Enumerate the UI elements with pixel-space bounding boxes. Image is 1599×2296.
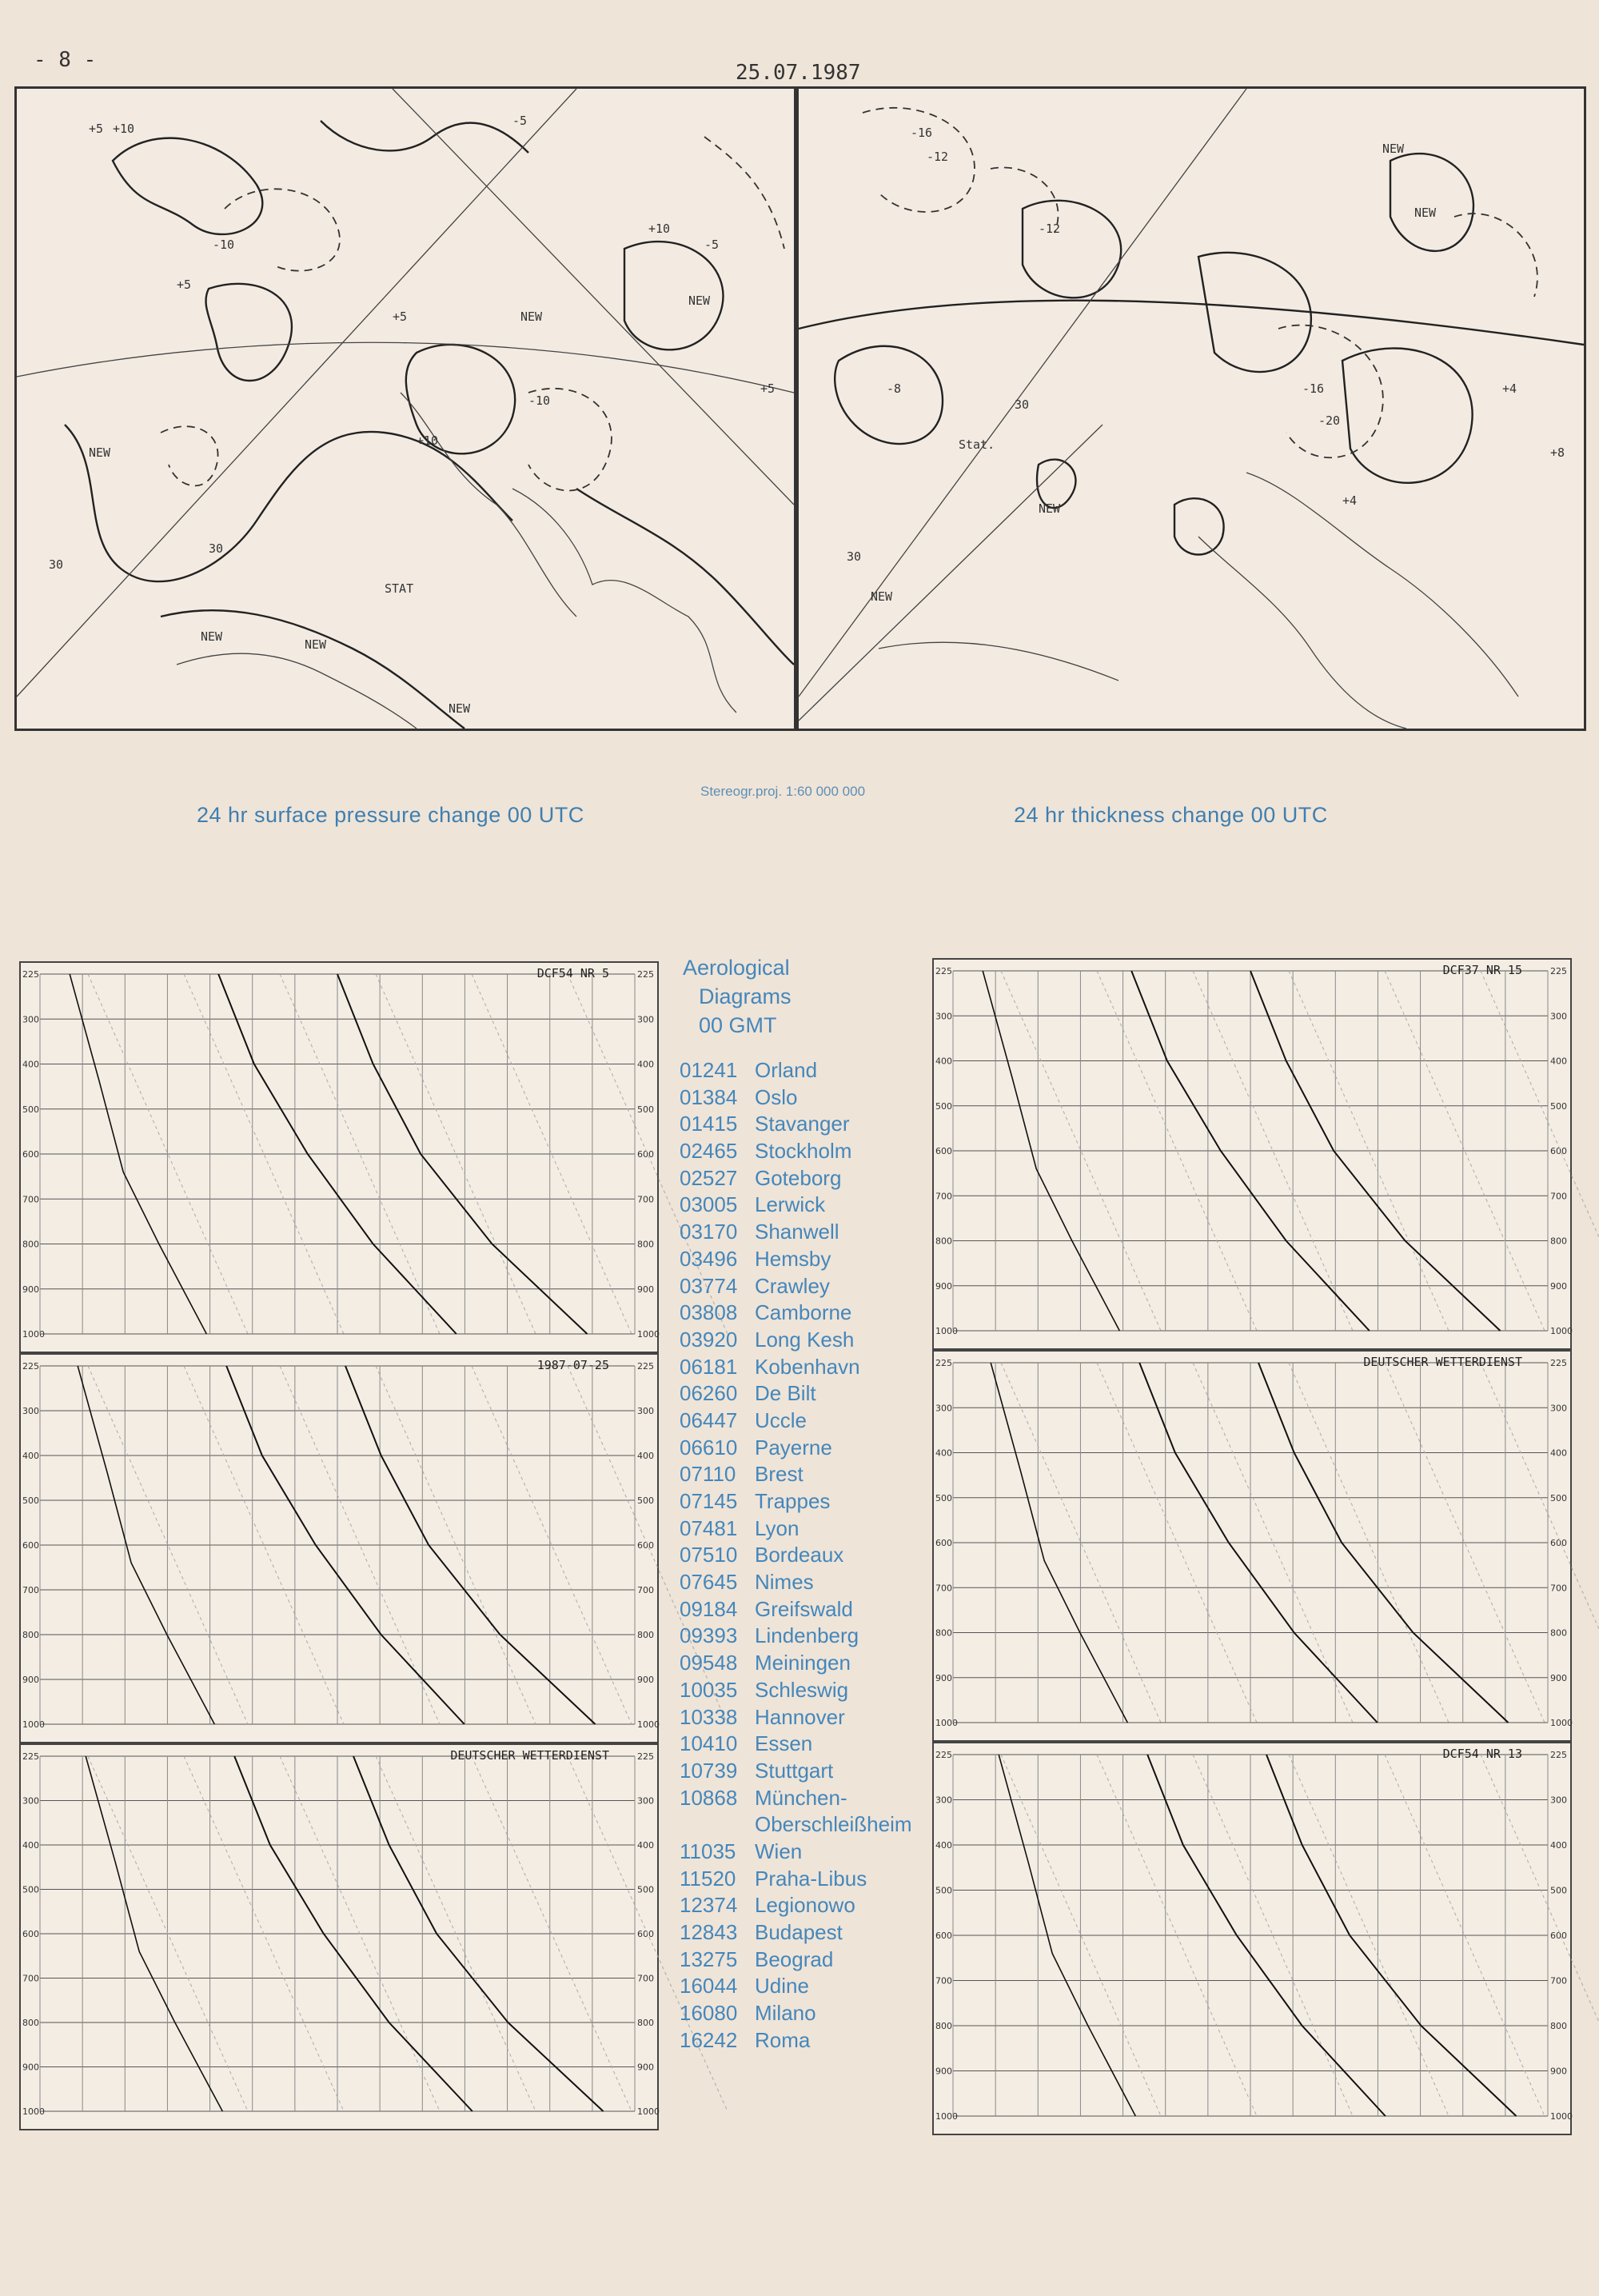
station-name: Meiningen (755, 1651, 851, 1675)
station-row (680, 1273, 967, 1300)
station-row (680, 1596, 967, 1623)
pressure-level-label: 600 (935, 1538, 952, 1548)
station-name: Lyon (755, 1515, 800, 1540)
svg-text:STAT: STAT (385, 581, 414, 596)
station-row (680, 1461, 967, 1488)
pressure-level-label: 400 (935, 1840, 952, 1851)
pressure-level-label: 400 (637, 1059, 654, 1070)
svg-text:+8: +8 (1550, 445, 1565, 460)
station-row (680, 1839, 967, 1866)
station-name: Uccle (755, 1408, 807, 1432)
station-name: Brest (755, 1462, 803, 1487)
station-row (680, 1408, 967, 1435)
pressure-level-label: 300 (1550, 1795, 1567, 1806)
svg-text:+5: +5 (760, 381, 776, 396)
pressure-level-label: 900 (935, 1280, 952, 1292)
station-row (680, 1542, 967, 1569)
pressure-level-label: 400 (637, 1840, 654, 1851)
station-row (680, 1650, 967, 1677)
station-code: 16242 (680, 2027, 738, 2052)
pressure-level-label: 600 (1550, 1146, 1567, 1156)
diagram-3-tag: DEUTSCHER WETTERDIENST (450, 1748, 609, 1763)
station-code: 01384 (680, 1084, 738, 1109)
pressure-level-label: 400 (935, 1056, 952, 1067)
station-code: 09393 (680, 1623, 738, 1648)
aerological-diagram-2 (19, 1353, 659, 1743)
station-name: Greifswald (755, 1596, 853, 1621)
station-row (680, 1569, 967, 1596)
svg-text:30: 30 (1015, 397, 1030, 412)
pressure-level-label: 225 (935, 1358, 952, 1368)
pressure-level-label: 500 (1550, 1100, 1567, 1112)
station-name: Essen (755, 1731, 813, 1756)
pressure-level-label: 225 (22, 969, 39, 980)
station-row (680, 1811, 967, 1839)
station-name: Stockholm (755, 1139, 852, 1164)
pressure-level-label: 1000 (22, 1329, 45, 1340)
pressure-level-label: 225 (935, 1750, 952, 1760)
pressure-level-label: 800 (1550, 2021, 1567, 2031)
surface-pressure-map-graphic (17, 89, 794, 729)
station-row (680, 1327, 967, 1354)
station-row (680, 1246, 967, 1273)
pressure-level-label: 700 (935, 1583, 952, 1594)
pressure-level-label: 800 (637, 1630, 654, 1640)
aerological-title-line1: Aerological (683, 956, 790, 980)
diagram-4-tag: DCF37 NR 15 (1442, 963, 1522, 977)
pressure-level-label: 1000 (935, 1718, 958, 1728)
station-name: Crawley (755, 1273, 830, 1298)
svg-text:NEW: NEW (89, 445, 111, 460)
pressure-level-label: 500 (637, 1495, 654, 1506)
pressure-level-label: 600 (935, 1931, 952, 1941)
station-row (680, 1866, 967, 1893)
pressure-level-label: 225 (1550, 966, 1567, 976)
diagram-2-graphic (21, 1355, 660, 1742)
station-row (680, 2000, 967, 2027)
thickness-map-graphic (799, 89, 1584, 729)
pressure-level-label: 600 (935, 1146, 952, 1156)
pressure-level-label: 800 (22, 1239, 39, 1250)
pressure-level-label: 600 (1550, 1538, 1567, 1548)
pressure-level-label: 1000 (1550, 2111, 1573, 2122)
svg-text:NEW: NEW (1382, 142, 1405, 156)
pressure-level-label: 800 (935, 1236, 952, 1247)
aerological-diagram-3 (19, 1743, 659, 2130)
pressure-level-label: 300 (22, 1795, 39, 1807)
svg-text:NEW: NEW (688, 293, 711, 308)
diagram-1-graphic (21, 963, 660, 1352)
pressure-level-label: 800 (637, 2018, 654, 2028)
station-name: Oslo (755, 1084, 798, 1109)
station-name: Payerne (755, 1435, 832, 1459)
aerological-diagram-1 (19, 961, 659, 1353)
pressure-level-label: 300 (22, 1406, 39, 1416)
aerological-title (680, 953, 967, 1040)
pressure-level-label: 600 (22, 1540, 39, 1551)
pressure-level-label: 300 (637, 1406, 654, 1416)
svg-text:-20: -20 (1318, 413, 1341, 428)
station-code: 06181 (680, 1354, 738, 1379)
pressure-level-label: 400 (1550, 1447, 1567, 1459)
station-row (680, 1947, 967, 1974)
pressure-level-label: 900 (1550, 1672, 1567, 1683)
pressure-level-label: 600 (1550, 1931, 1567, 1941)
pressure-level-label: 225 (22, 1751, 39, 1762)
projection-note: Stereogr.proj. 1:60 000 000 (700, 784, 866, 799)
station-row (680, 1731, 967, 1758)
station-code: 07145 (680, 1489, 738, 1513)
pressure-level-label: 900 (22, 1675, 39, 1685)
station-code: 13275 (680, 1947, 738, 1971)
pressure-level-label: 900 (22, 1284, 39, 1295)
svg-text:30: 30 (209, 541, 224, 556)
pressure-level-label: 1000 (637, 1329, 660, 1340)
pressure-level-label: 1000 (1550, 1718, 1573, 1728)
station-name: Goteborg (755, 1165, 842, 1190)
page-date: 25.07.1987 (736, 61, 861, 85)
pressure-level-label: 900 (22, 2062, 39, 2073)
pressure-level-label: 500 (22, 1104, 39, 1115)
pressure-level-label: 600 (22, 1149, 39, 1160)
station-name: Oberschleißheim (755, 1812, 912, 1837)
svg-text:-16: -16 (1302, 381, 1325, 396)
station-name: Hemsby (755, 1246, 831, 1271)
pressure-level-label: 400 (22, 1451, 39, 1461)
station-name: Milano (755, 2001, 816, 2026)
pressure-level-label: 500 (1550, 1885, 1567, 1896)
station-row (680, 1919, 967, 1947)
page-number: - 8 - (34, 48, 97, 72)
station-name: Hannover (755, 1704, 845, 1729)
pressure-level-label: 900 (637, 2062, 654, 2073)
station-row (680, 1084, 967, 1112)
station-name: Beograd (755, 1947, 834, 1971)
station-row (680, 1892, 967, 1919)
diagram-6-tag: DCF54 NR 13 (1442, 1747, 1522, 1761)
pressure-level-label: 400 (1550, 1056, 1567, 1067)
svg-text:NEW: NEW (520, 309, 543, 324)
pressure-level-label: 900 (1550, 1280, 1567, 1292)
station-code: 10410 (680, 1731, 738, 1756)
station-code: 11520 (680, 1866, 736, 1891)
surface-pressure-caption: 24 hr surface pressure change 00 UTC (197, 803, 584, 827)
svg-text:-8: -8 (887, 381, 902, 396)
pressure-level-label: 800 (22, 2018, 39, 2028)
station-code: 02527 (680, 1165, 738, 1190)
pressure-level-label: 700 (22, 1973, 39, 1984)
station-name: Legionowo (755, 1893, 855, 1918)
pressure-level-label: 800 (22, 1630, 39, 1640)
station-name: Wien (755, 1839, 803, 1863)
station-code: 03920 (680, 1327, 738, 1352)
station-name: Stavanger (755, 1112, 850, 1136)
station-code: 03808 (680, 1300, 738, 1325)
pressure-level-label: 900 (1550, 2066, 1567, 2077)
pressure-level-label: 225 (1550, 1358, 1567, 1368)
pressure-level-label: 600 (637, 1149, 654, 1160)
pressure-level-label: 700 (1550, 1975, 1567, 1987)
pressure-level-label: 700 (935, 1191, 952, 1202)
station-code: 09184 (680, 1596, 738, 1621)
pressure-level-label: 900 (637, 1675, 654, 1685)
station-code: 03774 (680, 1273, 738, 1298)
pressure-level-label: 700 (1550, 1191, 1567, 1202)
svg-text:NEW: NEW (201, 629, 223, 644)
station-row (680, 1785, 967, 1812)
station-row (680, 1111, 967, 1138)
pressure-level-label: 300 (637, 1014, 654, 1025)
station-code: 03170 (680, 1220, 738, 1244)
aerological-title-line2: Diagrams (699, 984, 792, 1008)
thickness-change-map (796, 86, 1586, 731)
station-name: Roma (755, 2027, 811, 2052)
pressure-level-label: 500 (637, 1104, 654, 1115)
svg-text:30: 30 (847, 549, 862, 564)
station-code: 12843 (680, 1920, 738, 1944)
svg-text:+10: +10 (417, 433, 439, 448)
pressure-level-label: 300 (22, 1014, 39, 1025)
aerological-station-legend (680, 953, 967, 2054)
station-code: 10338 (680, 1704, 738, 1729)
aerological-diagram-6 (932, 1742, 1572, 2135)
svg-text:+10: +10 (113, 122, 135, 136)
pressure-level-label: 225 (637, 969, 654, 980)
station-row (680, 1380, 967, 1408)
station-name: Camborne (755, 1300, 852, 1325)
station-name: Lerwick (755, 1192, 826, 1217)
station-row (680, 2027, 967, 2054)
pressure-level-label: 500 (1550, 1492, 1567, 1503)
pressure-level-label: 800 (935, 2021, 952, 2031)
pressure-level-label: 225 (22, 1361, 39, 1372)
station-list (680, 1057, 967, 2054)
svg-text:NEW: NEW (305, 637, 327, 652)
pressure-level-label: 600 (637, 1929, 654, 1939)
station-name: Trappes (755, 1489, 831, 1513)
svg-text:+4: +4 (1502, 381, 1517, 396)
surface-pressure-change-map (14, 86, 796, 731)
station-row (680, 1704, 967, 1731)
pressure-level-label: 300 (1550, 1403, 1567, 1414)
station-name: Bordeaux (755, 1543, 844, 1567)
station-code: 09548 (680, 1651, 738, 1675)
station-name: Stuttgart (755, 1758, 834, 1783)
pressure-level-label: 800 (935, 1627, 952, 1639)
station-code: 10739 (680, 1758, 738, 1783)
pressure-level-label: 300 (935, 1011, 952, 1022)
station-row (680, 1435, 967, 1462)
pressure-level-label: 1000 (637, 2106, 660, 2117)
pressure-level-label: 225 (637, 1361, 654, 1372)
svg-text:NEW: NEW (449, 701, 471, 716)
svg-text:-12: -12 (1039, 222, 1061, 236)
pressure-level-label: 500 (935, 1492, 952, 1503)
station-row (680, 1488, 967, 1515)
station-row (680, 1677, 967, 1704)
pressure-level-label: 700 (1550, 1583, 1567, 1594)
station-row (680, 1219, 967, 1246)
station-name: Kobenhavn (755, 1354, 860, 1379)
thickness-caption: 24 hr thickness change 00 UTC (1014, 803, 1328, 827)
pressure-level-label: 900 (935, 2066, 952, 2077)
station-code: 03005 (680, 1192, 738, 1217)
svg-text:NEW: NEW (1414, 206, 1437, 220)
svg-text:NEW: NEW (871, 589, 893, 604)
station-row (680, 1758, 967, 1785)
station-row (680, 1973, 967, 2000)
svg-text:-16: -16 (911, 126, 933, 140)
svg-text:-5: -5 (704, 238, 720, 252)
station-name: Orland (755, 1058, 818, 1082)
station-code: 06610 (680, 1435, 738, 1459)
diagram-2-tag: 1987-07-25 (536, 1358, 609, 1372)
station-row (680, 1515, 967, 1543)
pressure-level-label: 500 (22, 1884, 39, 1895)
pressure-level-label: 800 (1550, 1236, 1567, 1247)
station-name: Nimes (755, 1570, 814, 1595)
svg-text:+5: +5 (89, 122, 104, 136)
station-name: Schleswig (755, 1677, 849, 1702)
aerological-diagram-5 (932, 1350, 1572, 1742)
station-code: 16080 (680, 2001, 738, 2026)
pressure-level-label: 1000 (637, 1719, 660, 1730)
pressure-level-label: 400 (935, 1447, 952, 1459)
pressure-level-label: 700 (22, 1194, 39, 1205)
pressure-level-label: 600 (637, 1540, 654, 1551)
pressure-level-label: 400 (1550, 1840, 1567, 1851)
svg-text:+5: +5 (393, 309, 408, 324)
pressure-level-label: 225 (935, 966, 952, 976)
station-name: De Bilt (755, 1381, 816, 1406)
station-name: Long Kesh (755, 1327, 855, 1352)
diagram-5-tag: DEUTSCHER WETTERDIENST (1363, 1355, 1522, 1369)
station-row (680, 1138, 967, 1165)
pressure-level-label: 1000 (935, 2111, 958, 2122)
aerological-diagram-4 (932, 958, 1572, 1350)
diagram-3-graphic (21, 1745, 660, 2129)
station-row (680, 1300, 967, 1327)
pressure-level-label: 400 (22, 1840, 39, 1851)
pressure-level-label: 1000 (1550, 1326, 1573, 1336)
svg-text:+5: +5 (177, 278, 192, 292)
svg-text:-12: -12 (927, 150, 949, 164)
svg-text:+4: +4 (1342, 493, 1358, 508)
pressure-level-label: 500 (637, 1884, 654, 1895)
pressure-level-label: 700 (637, 1194, 654, 1205)
svg-text:-10: -10 (213, 238, 235, 252)
pressure-level-label: 500 (22, 1495, 39, 1506)
pressure-level-label: 1000 (935, 1326, 958, 1336)
station-code: 16044 (680, 1974, 738, 1999)
station-name: Udine (755, 1974, 809, 1999)
pressure-level-label: 500 (935, 1100, 952, 1112)
pressure-level-label: 700 (22, 1585, 39, 1595)
pressure-level-label: 500 (935, 1885, 952, 1896)
station-row (680, 1192, 967, 1219)
station-code: 03496 (680, 1246, 738, 1271)
svg-text:NEW: NEW (1039, 501, 1061, 516)
station-name: Budapest (755, 1920, 843, 1944)
aerological-title-line3: 00 GMT (699, 1013, 777, 1037)
pressure-level-label: 225 (1550, 1750, 1567, 1760)
station-code: 01241 (680, 1058, 738, 1082)
pressure-level-label: 300 (1550, 1011, 1567, 1022)
pressure-level-label: 900 (935, 1672, 952, 1683)
diagram-1-tag: DCF54 NR 5 (536, 966, 609, 980)
diagram-6-graphic (934, 1743, 1573, 2134)
station-code: 07510 (680, 1543, 738, 1567)
pressure-level-label: 300 (935, 1403, 952, 1414)
station-name: München- (755, 1785, 847, 1810)
pressure-level-label: 700 (637, 1973, 654, 1984)
station-code: 02465 (680, 1139, 738, 1164)
station-code: 11035 (680, 1839, 736, 1863)
station-name: Shanwell (755, 1220, 839, 1244)
station-code: 10868 (680, 1785, 738, 1810)
station-code: 06447 (680, 1408, 738, 1432)
pressure-level-label: 600 (22, 1929, 39, 1939)
station-row (680, 1354, 967, 1381)
station-code: 10035 (680, 1677, 738, 1702)
svg-text:-10: -10 (528, 393, 551, 408)
svg-text:30: 30 (49, 557, 64, 572)
svg-text:+10: +10 (648, 222, 671, 236)
pressure-level-label: 300 (935, 1795, 952, 1806)
pressure-level-label: 900 (637, 1284, 654, 1295)
station-row (680, 1165, 967, 1192)
station-row (680, 1057, 967, 1084)
pressure-level-label: 225 (637, 1751, 654, 1762)
station-code: 06260 (680, 1381, 738, 1406)
svg-text:Stat.: Stat. (959, 437, 995, 452)
pressure-level-label: 400 (22, 1059, 39, 1070)
station-code: 07645 (680, 1570, 738, 1595)
diagram-4-graphic (934, 960, 1573, 1348)
pressure-level-label: 700 (935, 1975, 952, 1987)
station-name: Lindenberg (755, 1623, 859, 1648)
station-code: 12374 (680, 1893, 738, 1918)
station-code: 07481 (680, 1515, 738, 1540)
pressure-level-label: 400 (637, 1451, 654, 1461)
svg-text:-5: -5 (512, 114, 528, 128)
station-code: 07110 (680, 1462, 736, 1487)
pressure-level-label: 800 (637, 1239, 654, 1250)
station-row (680, 1623, 967, 1650)
pressure-level-label: 1000 (22, 1719, 45, 1730)
pressure-level-label: 800 (1550, 1627, 1567, 1639)
diagram-5-graphic (934, 1352, 1573, 1740)
pressure-level-label: 300 (637, 1795, 654, 1807)
station-code: 01415 (680, 1112, 738, 1136)
pressure-level-label: 1000 (22, 2106, 45, 2117)
pressure-level-label: 700 (637, 1585, 654, 1595)
station-name: Praha-Libus (755, 1866, 867, 1891)
